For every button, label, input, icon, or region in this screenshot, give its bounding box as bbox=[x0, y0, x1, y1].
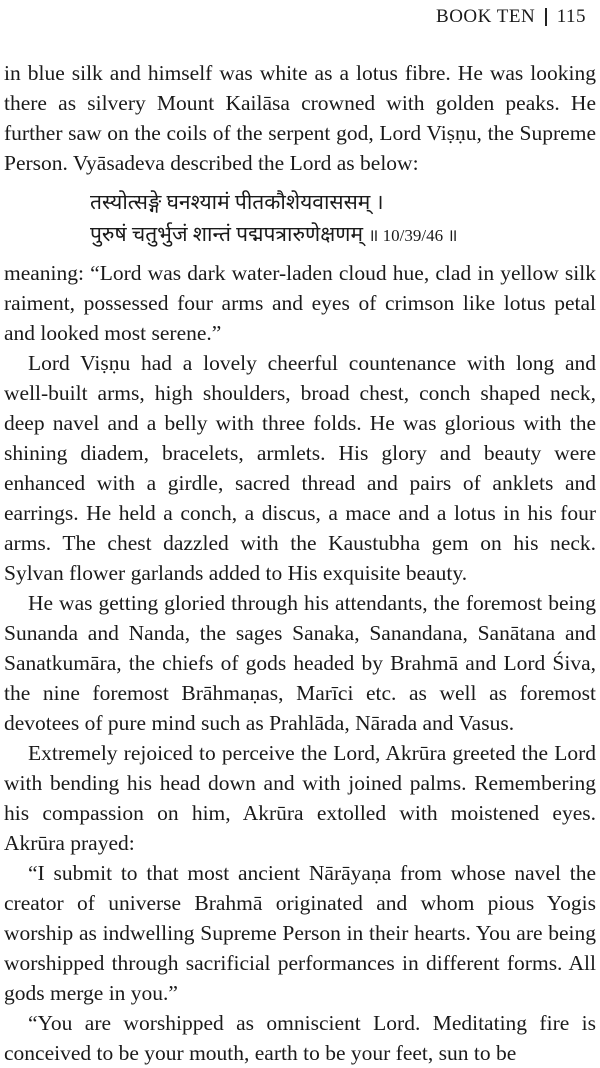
running-header bbox=[436, 6, 586, 28]
verse-line-1: तस्योत्सङ्गे घनश्यामं पीतकौशेयवाससम् । bbox=[90, 190, 384, 214]
paragraph-akrura: Extremely rejoiced to perceive the Lord, Akrūra greeted the Lord with bending his head down and with joined palms. Remembering his compassion on him, Akrūra extolled with moistened eyes. Akrūra prayed: bbox=[4, 741, 596, 855]
paragraph-prayer-2: “You are worshipped as omniscient Lord. Meditating fire is conceived to be your mouth, earth to be your feet, sun to be bbox=[4, 1011, 596, 1065]
header-divider bbox=[545, 8, 547, 26]
verse-line-2 bbox=[90, 218, 596, 252]
paragraph-attendants: He was getting gloried through his attendants, the foremost being Sunanda and Nanda, the sages Sanaka, Sanandana, Sanātana and Sanatkumāra, the chiefs of gods headed by Brahmā and Lord Śiva, the nine foremost Brāhmaṇas, Marīci etc. as well as foremost devotees of pure mind such as Prahlāda, Nārada and Vasus. bbox=[4, 591, 596, 735]
book-title: BOOK TEN bbox=[436, 6, 536, 27]
sanskrit-verse bbox=[90, 186, 596, 252]
paragraph-prayer-1: “I submit to that most ancient Nārāyaṇa from whose navel the creator of universe Brahmā originated and whom pious Yogis worship as indwelling Supreme Person in their hearts. You are being worshipped through sacrificial performances in different forms. All gods merge in you.” bbox=[4, 861, 596, 1005]
verse-line-2-text: पुरुषं चतुर्भुजं शान्तं पद्मपत्रारुणेक्षणम् bbox=[90, 222, 363, 246]
page-body bbox=[4, 58, 596, 1068]
verse-reference: ॥ 10/39/46 ॥ bbox=[368, 226, 458, 245]
paragraph-intro: in blue silk and himself was white as a lotus fibre. He was looking there as silvery Mount Kailāsa crowned with golden peaks. He further saw on the coils of the serpent god, Lord Viṣṇu, the Supreme Person. Vyāsadeva described the Lord as below: bbox=[4, 61, 596, 175]
paragraph-meaning: meaning: “Lord was dark water-laden cloud hue, clad in yellow silk raiment, possessed four arms and eyes of crimson like lotus petal and looked most serene.” bbox=[4, 261, 596, 345]
paragraph-description: Lord Viṣṇu had a lovely cheerful countenance with long and well-built arms, high shoulders, broad chest, conch shaped neck, deep navel and a belly with three folds. He was glorious with the shining diadem, bracelets, armlets. His glory and beauty were enhanced with a girdle, sacred thread and pairs of anklets and earrings. He held a conch, a discus, a mace and a lotus in his four arms. The chest dazzled with the Kaustubha gem on his neck. Sylvan flower garlands added to His exquisite beauty. bbox=[4, 351, 596, 585]
page-number: 115 bbox=[556, 6, 586, 27]
